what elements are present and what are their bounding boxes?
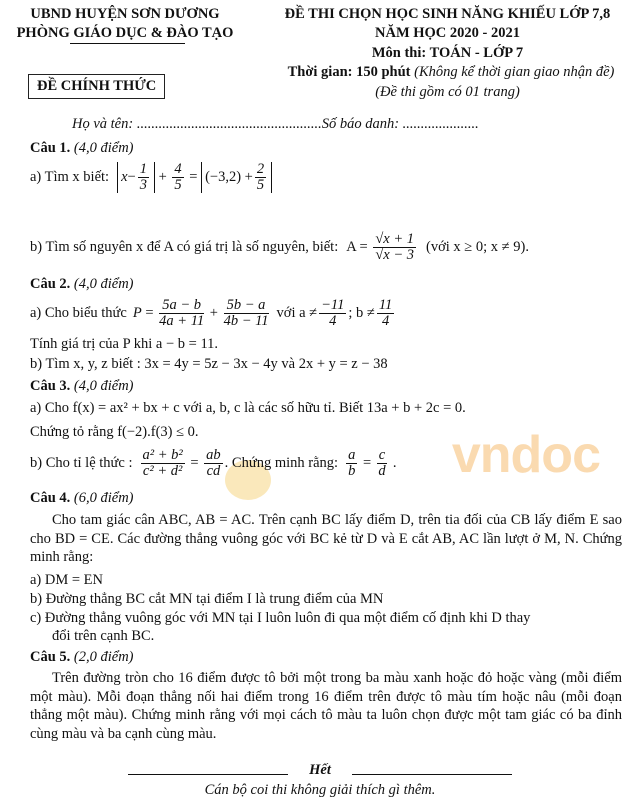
exam-title: ĐỀ THI CHỌN HỌC SINH NĂNG KHIẾU LỚP 7,8	[284, 6, 611, 22]
time-note: (Không kể thời gian giao nhận đề)	[414, 64, 615, 80]
time-label: Thời gian: 150 phút	[287, 64, 411, 80]
question-1b-formula: A = $\frac{√x + 1}{√x - 3}$	[346, 231, 415, 263]
question-2a-frac-b: $\frac{11}{4}$	[378, 297, 393, 329]
official-exam-box: ĐỀ CHÍNH THỨC	[28, 74, 165, 99]
question-3-heading	[30, 378, 134, 395]
question-2a-frac-a: $\frac{-11}{4}$	[321, 297, 345, 329]
question-4a: a) DM = EN	[30, 572, 104, 588]
end-marker: Hết	[309, 762, 331, 778]
question-1a-equation: x − $\frac{1}{3}$ + $\frac{4}{5}$ = (−3,2) + $\frac{2}{5}$	[117, 162, 272, 193]
candidate-info-line: Họ và tên: ...................................................Số báo danh: .....................	[72, 116, 479, 132]
question-3-title: Câu 3.	[30, 378, 71, 394]
subject: Môn thi: TOÁN - LỚP 7	[371, 45, 524, 61]
question-4-points: (6,0 điểm)	[73, 490, 134, 506]
question-3b-conclusion: $\frac{a}{b}$ = $\frac{c}{d}$ .	[348, 447, 397, 479]
question-2-heading	[30, 276, 134, 293]
question-3a-line-2: Chứng tỏ rằng f(−2).f(3) ≤ 0.	[30, 424, 199, 440]
question-2a-condition: với a ≠	[276, 305, 318, 321]
exam-time	[262, 64, 640, 81]
question-3-points: (4,0 điểm)	[73, 378, 134, 394]
question-1-points: (4,0 điểm)	[73, 140, 134, 156]
question-2-points: (4,0 điểm)	[73, 276, 134, 292]
header-underline	[70, 43, 185, 44]
question-3b-text: b) Cho tỉ lệ thức :	[30, 455, 133, 471]
footer-rule-right	[352, 774, 512, 775]
question-2a-line-2: Tính giá trị của P khi a − b = 11.	[30, 336, 219, 352]
question-4-title: Câu 4.	[30, 490, 71, 506]
question-1b	[30, 232, 529, 263]
question-2a-expression: P = $\frac{5a - b}{4a + 11}$ + $\frac{5b - a}{4b - 11}$	[132, 297, 269, 329]
question-3b-proportion: $\frac{\text{a² + b²}}{\text{c² + d²}}$ = $\frac{ab}{cd}$	[142, 447, 221, 479]
question-1b-condition: (với x ≥ 0; x ≠ 9).	[426, 239, 529, 255]
question-4-heading	[30, 490, 134, 507]
question-4-intro: Cho tam giác cân ABC, AB = AC. Trên cạnh BC lấy điểm D, trên tia đối của CB lấy điểm E sao cho BD = CE. Các đường thẳng vuông góc với BC kẻ từ D và E cắt AB, AC lần lượt ở M, N. Chứng minh rằng:	[30, 512, 622, 565]
question-5-points: (2,0 điểm)	[73, 649, 134, 665]
question-2b: b) Tìm x, y, z biết : 3x = 4y = 5z − 3x − 4y và 2x + y = z − 38	[30, 356, 388, 372]
question-1-heading	[30, 140, 134, 157]
question-3b	[30, 448, 396, 479]
question-5-text: Trên đường tròn cho 16 điểm được tô bởi một trong ba màu xanh hoặc đỏ hoặc vàng (mỗi điểm một màu). Mỗi đoạn thẳng nối hai điểm trong 16 điểm trên được tô màu tím hoặc nâu (mỗi đoạn thẳng một màu). Chứng minh rằng với mọi cách tô màu ta luôn chọn được một tam giác có ba đỉnh cùng màu và ba cạnh cùng màu.	[30, 670, 622, 742]
question-2a	[30, 298, 396, 329]
department-line-1: UBND HUYỆN SƠN DƯƠNG	[30, 6, 220, 22]
question-1b-text: b) Tìm số nguyên x để A có giá trị là số nguyên, biết:	[30, 239, 339, 255]
watermark-text: vndoc	[451, 426, 600, 484]
question-2a-condition-2: ; b ≠	[348, 305, 375, 321]
question-2a-text: a) Cho biểu thức	[30, 305, 127, 321]
question-5-heading	[30, 649, 134, 666]
school-year: NĂM HỌC 2020 - 2021	[375, 25, 520, 41]
question-3b-text-2: . Chứng minh rằng:	[224, 455, 339, 471]
question-4c-line-2: đổi trên cạnh BC.	[52, 628, 155, 644]
footer-note: Cán bộ coi thi không giải thích gì thêm.	[204, 782, 436, 798]
question-1a	[30, 162, 272, 193]
question-2-title: Câu 2.	[30, 276, 71, 292]
question-3a-line-1: a) Cho f(x) = ax² + bx + c với a, b, c là các số hữu tỉ. Biết 13a + b + 2c = 0.	[30, 400, 466, 416]
question-4c-line-1: c) Đường thẳng vuông góc với MN tại I luôn luôn đi qua một điểm cố định khi D thay	[30, 610, 531, 626]
question-4b: b) Đường thẳng BC cắt MN tại điểm I là trung điểm của MN	[30, 591, 384, 607]
department-line-2: PHÒNG GIÁO DỤC & ĐÀO TẠO	[16, 25, 234, 41]
question-1-title: Câu 1.	[30, 140, 71, 156]
question-5-title: Câu 5.	[30, 649, 71, 665]
question-1a-text: a) Tìm x biết:	[30, 169, 110, 186]
page-count-note: (Đề thi gồm có 01 trang)	[375, 84, 520, 100]
